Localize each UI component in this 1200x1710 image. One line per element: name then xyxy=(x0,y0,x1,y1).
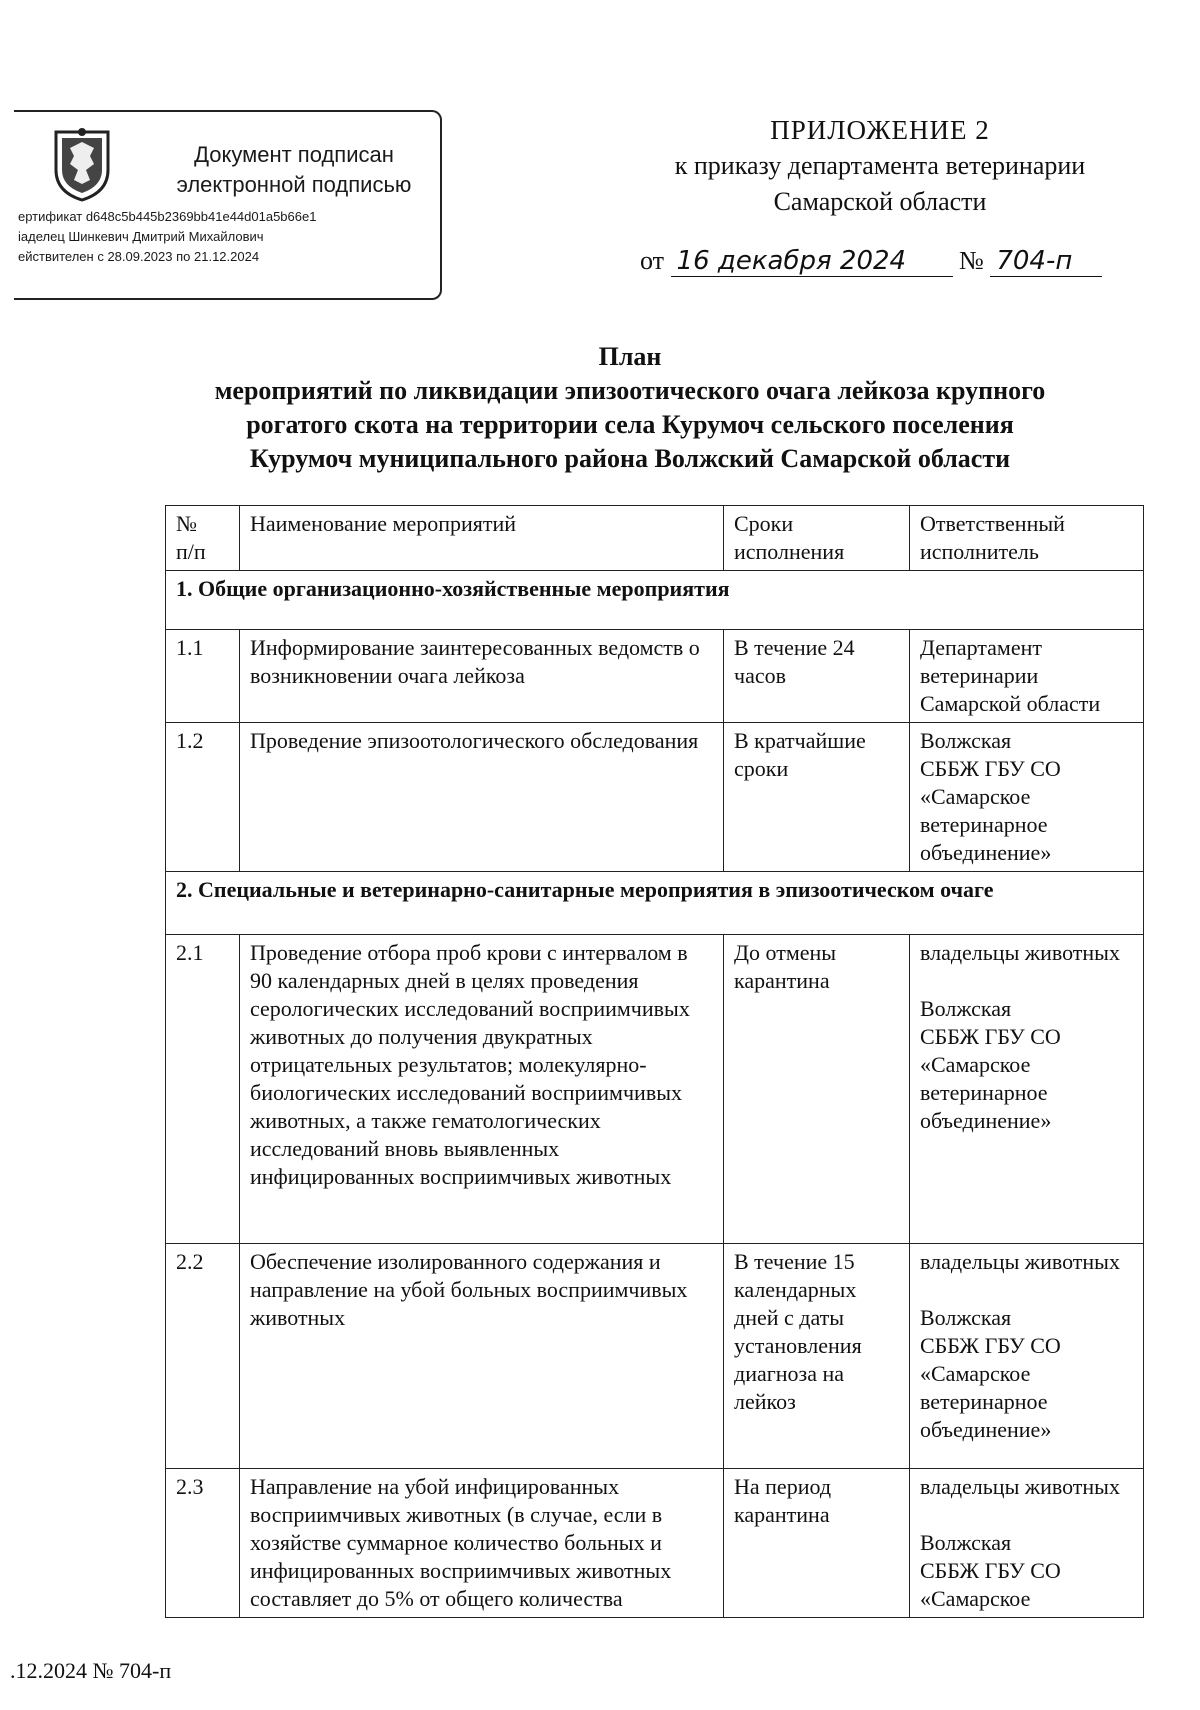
header-term: Сроки исполнения xyxy=(724,506,910,571)
plan-title: План xyxy=(598,342,662,371)
electronic-signature-stamp xyxy=(14,110,442,300)
row-term: В кратчайшие сроки xyxy=(724,723,910,872)
header-number: № п/п xyxy=(166,506,240,571)
row-responsible: Волжская СББЖ ГБУ СО «Самарское ветеринарное объединение» xyxy=(910,723,1144,872)
row-term: На период карантина xyxy=(724,1469,910,1618)
coat-of-arms-icon xyxy=(50,126,114,204)
appendix-header xyxy=(600,112,1160,220)
row-responsible: владельцы животных Волжская СББЖ ГБУ СО «Самарское xyxy=(910,1469,1144,1618)
header-measure-name: Наименование мероприятий xyxy=(240,506,724,571)
row-measure: Обеспечение изолированного содержания и направление на убой больных восприимчивых животных xyxy=(240,1244,724,1469)
table-header-row xyxy=(166,506,1144,571)
table-row xyxy=(166,723,1144,872)
handwritten-number: 704-п xyxy=(990,246,1102,277)
order-date-line xyxy=(640,246,1140,286)
stamp-title-line-1: Документ подписан xyxy=(194,142,394,167)
number-prefix: № xyxy=(959,246,984,275)
row-measure: Проведение отбора проб крови с интервалом в 90 календарных дней в целях проведения серологических исследований восприимчивых животных до получения двукратных отрицательных результатов; молекулярно-биологических исследований восприимчивых животных, а также гематологических исследований вновь выявленных инфицированных восприимчивых животных xyxy=(240,935,724,1244)
appendix-title: ПРИЛОЖЕНИЕ 2 xyxy=(770,115,990,145)
row-measure: Проведение эпизоотологического обследования xyxy=(240,723,724,872)
date-prefix: от xyxy=(640,246,665,275)
plan-subtitle-2: рогатого скота на территории села Курумоч сельского поселения xyxy=(246,410,1014,439)
measures-table xyxy=(165,505,1144,1618)
table-row xyxy=(166,1244,1144,1469)
stamp-details xyxy=(18,207,438,267)
row-term: До отмены карантина xyxy=(724,935,910,1244)
section-row xyxy=(166,571,1144,630)
certificate-number: ертификат d648c5b445b2369bb41e44d01a5b66e1 xyxy=(18,209,317,224)
row-number: 1.1 xyxy=(166,630,240,723)
row-term: В течение 15 календарных дней с даты установления диагноза на лейкоз xyxy=(724,1244,910,1469)
row-responsible: Департамент ветеринарии Самарской области xyxy=(910,630,1144,723)
row-number: 2.2 xyxy=(166,1244,240,1469)
row-number: 2.3 xyxy=(166,1469,240,1618)
footer-order-reference: .12.2024 № 704-п xyxy=(10,1658,172,1683)
table-row xyxy=(166,630,1144,723)
table-row xyxy=(166,935,1144,1244)
table-row xyxy=(166,1469,1144,1618)
row-measure: Информирование заинтересованных ведомств о возникновении очага лейкоза xyxy=(240,630,724,723)
header-responsible: Ответственный исполнитель xyxy=(910,506,1144,571)
certificate-validity: ействителен с 28.09.2023 по 21.12.2024 xyxy=(18,249,260,264)
appendix-line-2: Самарской области xyxy=(773,187,987,216)
row-term: В течение 24 часов xyxy=(724,630,910,723)
row-measure: Направление на убой инфицированных восприимчивых животных (в случае, если в хозяйстве суммарное количество больных и инфицированных восприимчивых животных составляет до 5% от общего количества xyxy=(240,1469,724,1618)
section-1-title: 1. Общие организационно-хозяйственные мероприятия xyxy=(166,571,1144,630)
plan-heading xyxy=(150,340,1110,476)
row-number: 1.2 xyxy=(166,723,240,872)
handwritten-date: 16 декабря 2024 xyxy=(671,246,953,277)
section-2-title: 2. Специальные и ветеринарно-санитарные мероприятия в эпизоотическом очаге xyxy=(166,872,1144,935)
section-row xyxy=(166,872,1144,935)
row-responsible: владельцы животных Волжская СББЖ ГБУ СО «Самарское ветеринарное объединение» xyxy=(910,935,1144,1244)
row-responsible: владельцы животных Волжская СББЖ ГБУ СО «Самарское ветеринарное объединение» xyxy=(910,1244,1144,1469)
stamp-title xyxy=(154,140,434,200)
appendix-line-1: к приказу департамента ветеринарии xyxy=(674,151,1086,180)
row-number: 2.1 xyxy=(166,935,240,1244)
plan-subtitle-3: Курумоч муниципального района Волжский Самарской области xyxy=(249,444,1011,473)
certificate-owner: іаделец Шинкевич Дмитрий Михайлович xyxy=(18,229,264,244)
stamp-title-line-2: электронной подписью xyxy=(176,172,412,197)
plan-subtitle-1: мероприятий по ликвидации эпизоотического очага лейкоза крупного xyxy=(214,376,1046,405)
